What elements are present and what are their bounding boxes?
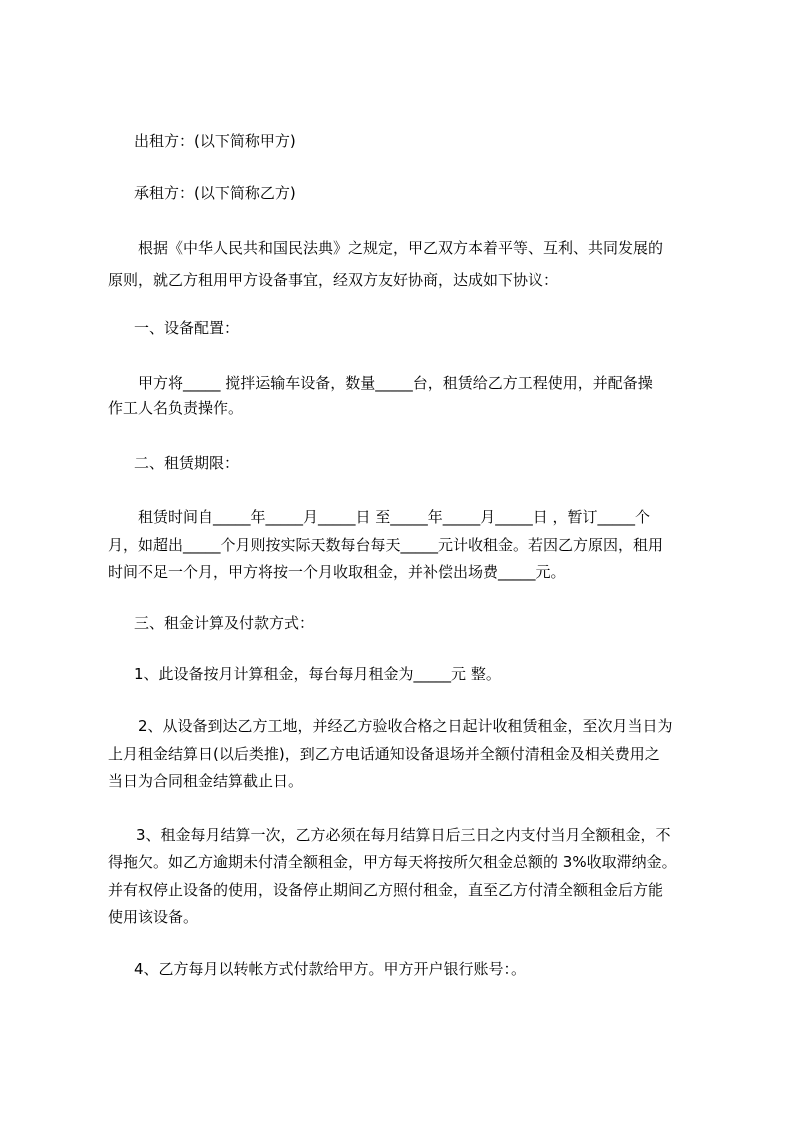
section2-line-1: 租赁时间自_____年_____月_____日 至_____年_____月_____日 ，暂订_____个 xyxy=(138,508,651,526)
section2-line-3: 时间不足一个月，甲方将按一个月收取租金，并补偿出场费_____元。 xyxy=(108,563,566,581)
clause2-line-2: 上月租金结算日(以后类推)，到乙方电话通知设备退场并全额付清租金及相关费用之 xyxy=(108,745,660,763)
clause3-line-1: 3、租金每月结算一次，乙方必须在每月结算日后三日之内支付当月全额租金，不 xyxy=(136,826,671,844)
clause1-line: 1、此设备按月计算租金，每台每月租金为_____元 整。 xyxy=(134,665,501,683)
clause3-line-2: 得拖欠。如乙方逾期未付清全额租金，甲方每天将按所欠租金总额的 3%收取滞纳金。 xyxy=(108,853,677,871)
section3-heading: 三、租金计算及付款方式： xyxy=(134,614,315,632)
section1-line-2: 作工人名负责操作。 xyxy=(108,399,244,417)
section1-heading: 一、设备配置： xyxy=(134,319,240,337)
lessee-line: 承租方：(以下简称乙方) xyxy=(134,184,296,202)
clause2-line-3: 当日为合同租金结算截止日。 xyxy=(108,772,304,790)
clause3-line-3: 并有权停止设备的使用，设备停止期间乙方照付租金，直至乙方付清全额租金后方能 xyxy=(108,881,664,899)
intro-line-2: 原则，就乙方租用甲方设备事宜，经双方友好协商，达成如下协议： xyxy=(108,271,559,289)
section2-line-2: 月，如超出_____个月则按实际天数每台每天_____元计收租金。若因乙方原因，租用 xyxy=(108,536,664,554)
section2-heading: 二、租赁期限： xyxy=(134,454,240,472)
clause2-line-1: 2、从设备到达乙方工地，并经乙方验收合格之日起计收租赁租金，至次月当日为 xyxy=(138,717,673,735)
clause4-line: 4、乙方每月以转帐方式付款给甲方。甲方开户银行账号：。 xyxy=(134,960,527,978)
lessor-line: 出租方：(以下简称甲方) xyxy=(134,132,296,150)
section1-line-1: 甲方将_____ 搅拌运输车设备，数量_____台，租赁给乙方工程使用，并配备操 xyxy=(138,374,653,392)
clause3-line-4: 使用该设备。 xyxy=(108,908,199,926)
intro-line-1: 根据《中华人民共和国民法典》之规定，甲乙双方本着平等、互利、共同发展的 xyxy=(138,239,664,257)
